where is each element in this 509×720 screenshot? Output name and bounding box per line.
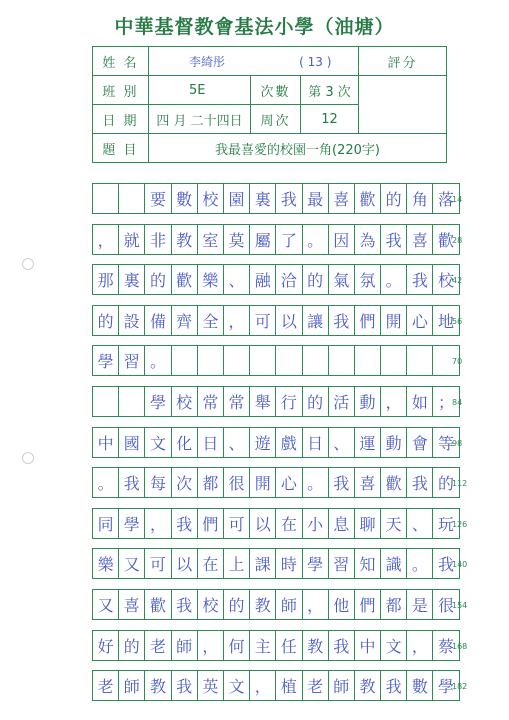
grid-cell: 心	[275, 467, 302, 498]
grid-cell: 同	[92, 508, 119, 539]
grid-cell: ，	[406, 630, 433, 661]
grid-cell: 識	[380, 548, 407, 579]
grid-row	[92, 670, 459, 701]
grid-cell: 主	[249, 630, 276, 661]
grid-cell: 教	[144, 670, 171, 701]
char-count: 182	[452, 682, 468, 691]
grid-cell: 讓	[302, 305, 329, 336]
grid-cell: 都	[380, 589, 407, 620]
grid-cell: 遊	[249, 427, 276, 458]
char-count: 168	[452, 642, 468, 651]
grid-cell: 師	[171, 630, 198, 661]
name-field	[149, 47, 359, 76]
grid-cell: 化	[171, 427, 198, 458]
grid-cell: 們	[197, 508, 224, 539]
grid-row	[92, 264, 459, 295]
grid-cell: 小	[302, 508, 329, 539]
grid-cell: 的	[144, 264, 171, 295]
grid-cell: 蔡	[432, 630, 459, 661]
grid-cell: 英	[197, 670, 224, 701]
grid-cell: 師	[328, 670, 355, 701]
grid-cell: 以	[249, 508, 276, 539]
grid-cell: 。	[144, 345, 171, 376]
grid-cell: 的	[302, 264, 329, 295]
grid-cell: 每	[144, 467, 171, 498]
grid-cell	[118, 183, 145, 214]
grid-cell: 國	[118, 427, 145, 458]
score-box	[359, 76, 447, 134]
binder-hole	[22, 452, 34, 464]
week-value: 12	[301, 105, 359, 134]
grid-cell: 的	[302, 386, 329, 417]
grid-cell: 歡	[432, 224, 459, 255]
grid-cell: 動	[380, 427, 407, 458]
grid-cell: 、	[328, 427, 355, 458]
grid-cell: 我	[171, 670, 198, 701]
grid-cell: 以	[275, 305, 302, 336]
grid-cell: 的	[380, 183, 407, 214]
grid-cell: 融	[249, 264, 276, 295]
grid-cell: 在	[275, 508, 302, 539]
grid-cell: 日	[197, 427, 224, 458]
char-count: 28	[452, 236, 463, 245]
grid-cell: 室	[197, 224, 224, 255]
grid-cell	[249, 345, 276, 376]
grid-cell	[223, 345, 250, 376]
grid-cell: 開	[380, 305, 407, 336]
grid-cell: 常	[223, 386, 250, 417]
grid-cell: 都	[197, 467, 224, 498]
grid-row	[92, 345, 459, 376]
times-label: 次數	[251, 76, 301, 105]
grid-cell: 課	[249, 548, 276, 579]
grid-cell	[118, 386, 145, 417]
grid-cell: ，	[302, 589, 329, 620]
score-label: 評分	[359, 47, 447, 76]
grid-row	[92, 183, 459, 214]
grid-cell: 。	[302, 467, 329, 498]
grid-cell: 喜	[118, 589, 145, 620]
topic-label: 題 目	[93, 134, 149, 163]
student-number: ( 13 )	[299, 54, 332, 69]
char-count: 140	[452, 560, 468, 569]
grid-cell: 可	[223, 508, 250, 539]
grid-cell: 歡	[354, 183, 381, 214]
grid-cell: 很	[432, 589, 459, 620]
grid-cell: 我	[380, 670, 407, 701]
grid-cell: ，	[223, 305, 250, 336]
grid-cell: 知	[354, 548, 381, 579]
grid-cell: 是	[406, 589, 433, 620]
date-value: 四 月 二十四日	[149, 105, 251, 134]
grid-cell	[197, 345, 224, 376]
grid-cell: 喜	[354, 467, 381, 498]
grid-cell: 歡	[380, 467, 407, 498]
grid-cell	[354, 345, 381, 376]
grid-cell: 學	[118, 508, 145, 539]
grid-cell: 歡	[171, 264, 198, 295]
char-count: 70	[452, 357, 463, 366]
grid-cell: 我	[380, 224, 407, 255]
grid-cell: 的	[92, 305, 119, 336]
grid-cell: 教	[302, 630, 329, 661]
name-label: 姓 名	[93, 47, 149, 76]
grid-cell: 了	[275, 224, 302, 255]
grid-cell: 運	[354, 427, 381, 458]
grid-cell: 喜	[328, 183, 355, 214]
grid-cell: 任	[275, 630, 302, 661]
char-count: 154	[452, 601, 468, 610]
grid-cell: 何	[223, 630, 250, 661]
char-count: 112	[452, 479, 468, 488]
grid-cell: 校	[197, 589, 224, 620]
grid-cell: 屬	[249, 224, 276, 255]
grid-cell: 我	[118, 467, 145, 498]
grid-cell: 中	[92, 427, 119, 458]
grid-row	[92, 224, 459, 255]
grid-cell	[302, 345, 329, 376]
grid-cell: 習	[118, 345, 145, 376]
grid-cell: 日	[302, 427, 329, 458]
grid-cell: 玩	[432, 508, 459, 539]
grid-cell: 氛	[354, 264, 381, 295]
grid-cell: 我	[171, 508, 198, 539]
grid-cell: 莫	[223, 224, 250, 255]
grid-cell: 學	[302, 548, 329, 579]
grid-cell: 。	[406, 548, 433, 579]
grid-cell: 植	[275, 670, 302, 701]
grid-cell: 會	[406, 427, 433, 458]
grid-cell: 們	[354, 589, 381, 620]
grid-cell: ，	[380, 386, 407, 417]
grid-cell: 的	[223, 589, 250, 620]
grid-cell: 最	[302, 183, 329, 214]
topic-value: 我最喜愛的校園一角(220字)	[149, 134, 447, 163]
date-label: 日 期	[93, 105, 149, 134]
grid-cell: 落	[432, 183, 459, 214]
grid-cell: 活	[328, 386, 355, 417]
grid-row	[92, 589, 459, 620]
grid-cell: 學	[144, 386, 171, 417]
grid-cell: 氣	[328, 264, 355, 295]
grid-cell: 們	[354, 305, 381, 336]
grid-cell: 如	[406, 386, 433, 417]
grid-cell: 我	[406, 467, 433, 498]
grid-cell: 可	[249, 305, 276, 336]
grid-cell: 教	[354, 670, 381, 701]
grid-cell: 天	[380, 508, 407, 539]
grid-cell: ，	[92, 224, 119, 255]
grid-cell: 裏	[249, 183, 276, 214]
grid-row	[92, 467, 459, 498]
grid-cell: 歡	[144, 589, 171, 620]
grid-cell: 文	[144, 427, 171, 458]
class-label: 班 別	[93, 76, 149, 105]
grid-cell: 教	[171, 224, 198, 255]
char-count: 56	[452, 317, 463, 326]
student-info-table	[92, 46, 447, 163]
class-value: 5E	[149, 76, 251, 105]
grid-cell: 他	[328, 589, 355, 620]
grid-row	[92, 630, 459, 661]
grid-row	[92, 427, 459, 458]
grid-cell: 洽	[275, 264, 302, 295]
grid-cell: 因	[328, 224, 355, 255]
binder-hole	[22, 258, 34, 270]
grid-cell: 老	[144, 630, 171, 661]
grid-cell: 樂	[92, 548, 119, 579]
grid-cell: 文	[380, 630, 407, 661]
grid-cell	[92, 183, 119, 214]
grid-cell: 師	[275, 589, 302, 620]
grid-cell: 動	[354, 386, 381, 417]
times-value: 第 3 次	[301, 76, 359, 105]
grid-cell: 、	[223, 264, 250, 295]
grid-cell: ，	[197, 630, 224, 661]
grid-cell: 就	[118, 224, 145, 255]
grid-row	[92, 548, 459, 579]
grid-cell: 習	[328, 548, 355, 579]
grid-cell: 師	[118, 670, 145, 701]
grid-cell: 園	[223, 183, 250, 214]
grid-cell: 行	[275, 386, 302, 417]
grid-cell: 全	[197, 305, 224, 336]
grid-cell: 我	[275, 183, 302, 214]
grid-cell: 我	[328, 467, 355, 498]
grid-cell: 好	[92, 630, 119, 661]
grid-cell: 非	[144, 224, 171, 255]
grid-cell: 校	[432, 264, 459, 295]
grid-cell	[92, 386, 119, 417]
grid-cell: 樂	[197, 264, 224, 295]
grid-cell: 我	[328, 305, 355, 336]
grid-cell	[171, 345, 198, 376]
week-label: 周次	[251, 105, 301, 134]
grid-cell: 又	[118, 548, 145, 579]
grid-cell	[328, 345, 355, 376]
grid-cell: 文	[223, 670, 250, 701]
grid-cell: 教	[249, 589, 276, 620]
grid-cell: ，	[144, 508, 171, 539]
grid-cell: 我	[432, 548, 459, 579]
grid-cell: 我	[328, 630, 355, 661]
grid-cell: 息	[328, 508, 355, 539]
grid-cell: 聊	[354, 508, 381, 539]
grid-row	[92, 508, 459, 539]
grid-cell: ，	[249, 670, 276, 701]
grid-cell: 數	[406, 670, 433, 701]
grid-cell: 喜	[406, 224, 433, 255]
grid-cell: 的	[118, 630, 145, 661]
grid-cell: 、	[406, 508, 433, 539]
grid-cell	[406, 345, 433, 376]
name-value: 李綺彤	[189, 54, 226, 69]
grid-cell: 為	[354, 224, 381, 255]
grid-cell	[380, 345, 407, 376]
grid-cell: 我	[406, 264, 433, 295]
grid-cell: 。	[302, 224, 329, 255]
page-title: 中華基督教會基法小學（油塘）	[114, 16, 395, 38]
grid-cell: 那	[92, 264, 119, 295]
grid-cell: 上	[223, 548, 250, 579]
grid-cell	[275, 345, 302, 376]
grid-cell: 心	[406, 305, 433, 336]
grid-cell: 可	[144, 548, 171, 579]
grid-cell: 要	[144, 183, 171, 214]
grid-cell: 我	[171, 589, 198, 620]
grid-cell: ；	[432, 386, 459, 417]
grid-cell: 很	[223, 467, 250, 498]
grid-cell: 校	[197, 183, 224, 214]
grid-cell: 在	[197, 548, 224, 579]
grid-cell: 的	[432, 467, 459, 498]
grid-cell: 戲	[275, 427, 302, 458]
grid-cell: 次	[171, 467, 198, 498]
grid-cell: 校	[171, 386, 198, 417]
grid-cell: 等	[432, 427, 459, 458]
grid-cell: 設	[118, 305, 145, 336]
grid-cell: 舉	[249, 386, 276, 417]
grid-row	[92, 386, 459, 417]
grid-cell: 。	[380, 264, 407, 295]
grid-cell: 備	[144, 305, 171, 336]
grid-cell: 老	[302, 670, 329, 701]
grid-cell: 又	[92, 589, 119, 620]
grid-cell: 齊	[171, 305, 198, 336]
grid-cell: 、	[223, 427, 250, 458]
grid-cell: 時	[275, 548, 302, 579]
grid-cell: 開	[249, 467, 276, 498]
grid-cell: 學	[92, 345, 119, 376]
char-count: 98	[452, 439, 463, 448]
grid-cell: 。	[92, 467, 119, 498]
char-count: 126	[452, 520, 468, 529]
grid-cell: 角	[406, 183, 433, 214]
grid-cell: 以	[171, 548, 198, 579]
char-count: 42	[452, 276, 463, 285]
grid-cell: 數	[171, 183, 198, 214]
grid-cell: 學	[432, 670, 459, 701]
char-count: 84	[452, 398, 463, 407]
grid-cell: 地	[432, 305, 459, 336]
grid-cell: 裏	[118, 264, 145, 295]
grid-cell: 老	[92, 670, 119, 701]
grid-row	[92, 305, 459, 336]
char-count: 14	[452, 195, 463, 204]
grid-cell: 常	[197, 386, 224, 417]
grid-cell: 中	[354, 630, 381, 661]
